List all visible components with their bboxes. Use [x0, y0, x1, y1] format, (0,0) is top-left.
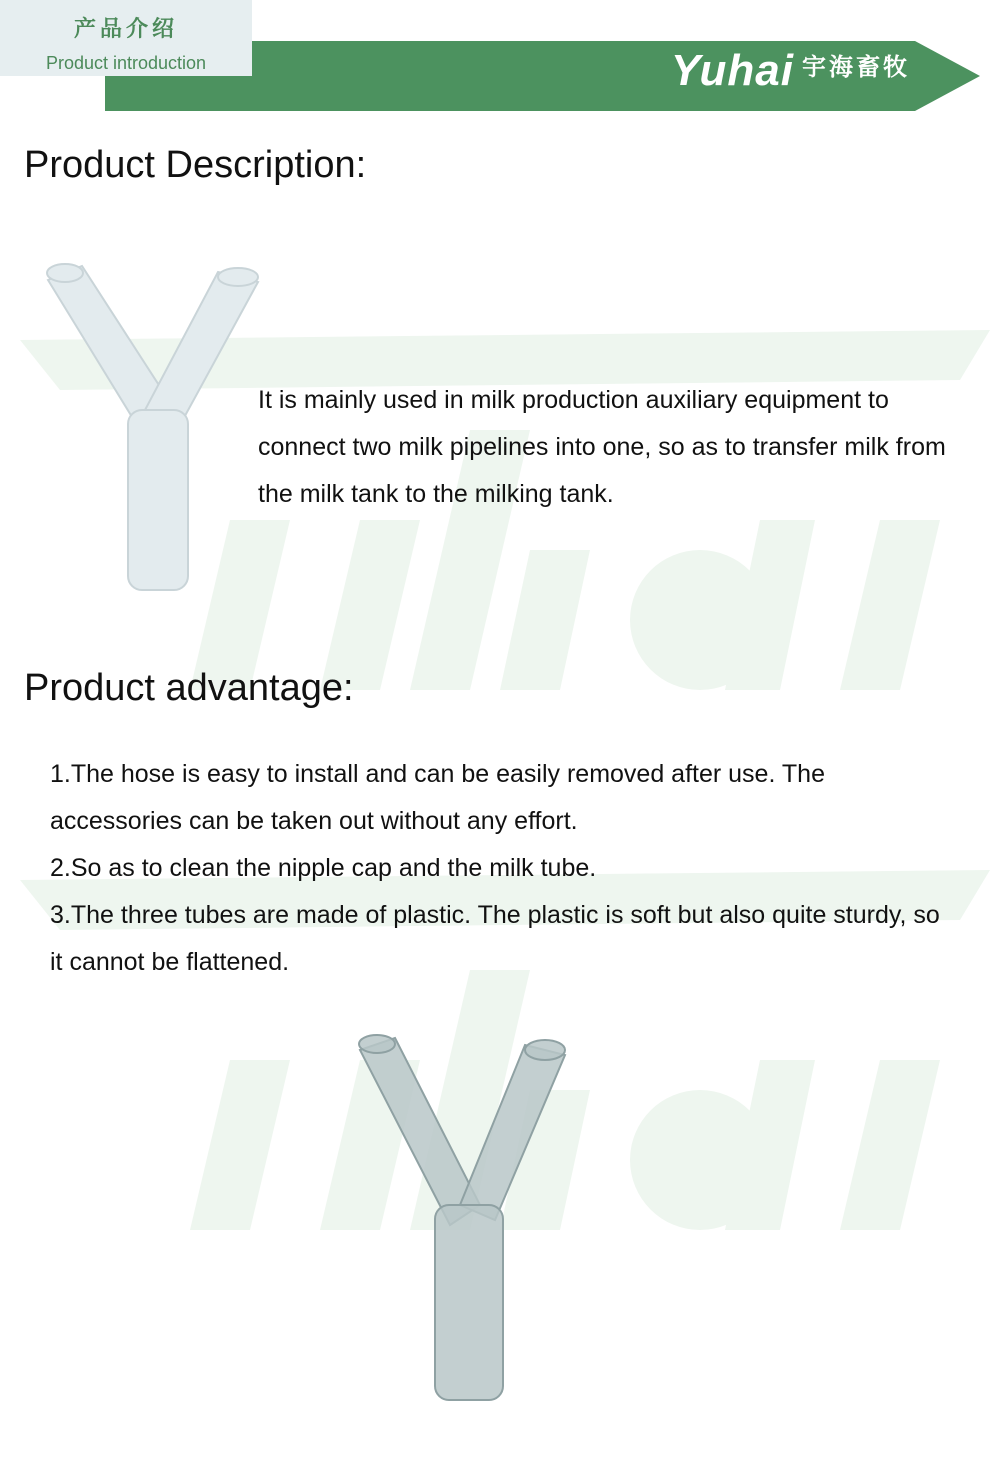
description-title: Product Description:	[24, 144, 367, 186]
product-image-y-connector	[40, 260, 270, 600]
advantage-item: 1.The hose is easy to install and can be easily removed after use. The accessories can be taken out without any effort.	[50, 760, 825, 835]
advantage-item: 2.So as to clean the nipple cap and the milk tube.	[50, 854, 597, 882]
brand-name-cn: 宇海畜牧	[802, 52, 910, 81]
section-tag-cn: 产品介绍	[73, 16, 178, 42]
advantage-title: Product advantage:	[24, 667, 354, 709]
brand-name-en: Yuhai	[670, 46, 794, 95]
section-tag	[0, 0, 252, 76]
advantage-list	[50, 751, 950, 986]
description-text: It is mainly used in milk production auxiliary equipment to connect two milk pipelines into one, so as to transfer milk from the milk tank to the milking tank.	[258, 386, 946, 508]
product-image-y-connector-2	[355, 1030, 575, 1410]
brand-logo	[671, 46, 910, 96]
advantage-item: 3.The three tubes are made of plastic. The plastic is soft but also quite sturdy, so it cannot be flattened.	[50, 901, 940, 976]
section-tag-en: Product introduction	[45, 53, 207, 73]
